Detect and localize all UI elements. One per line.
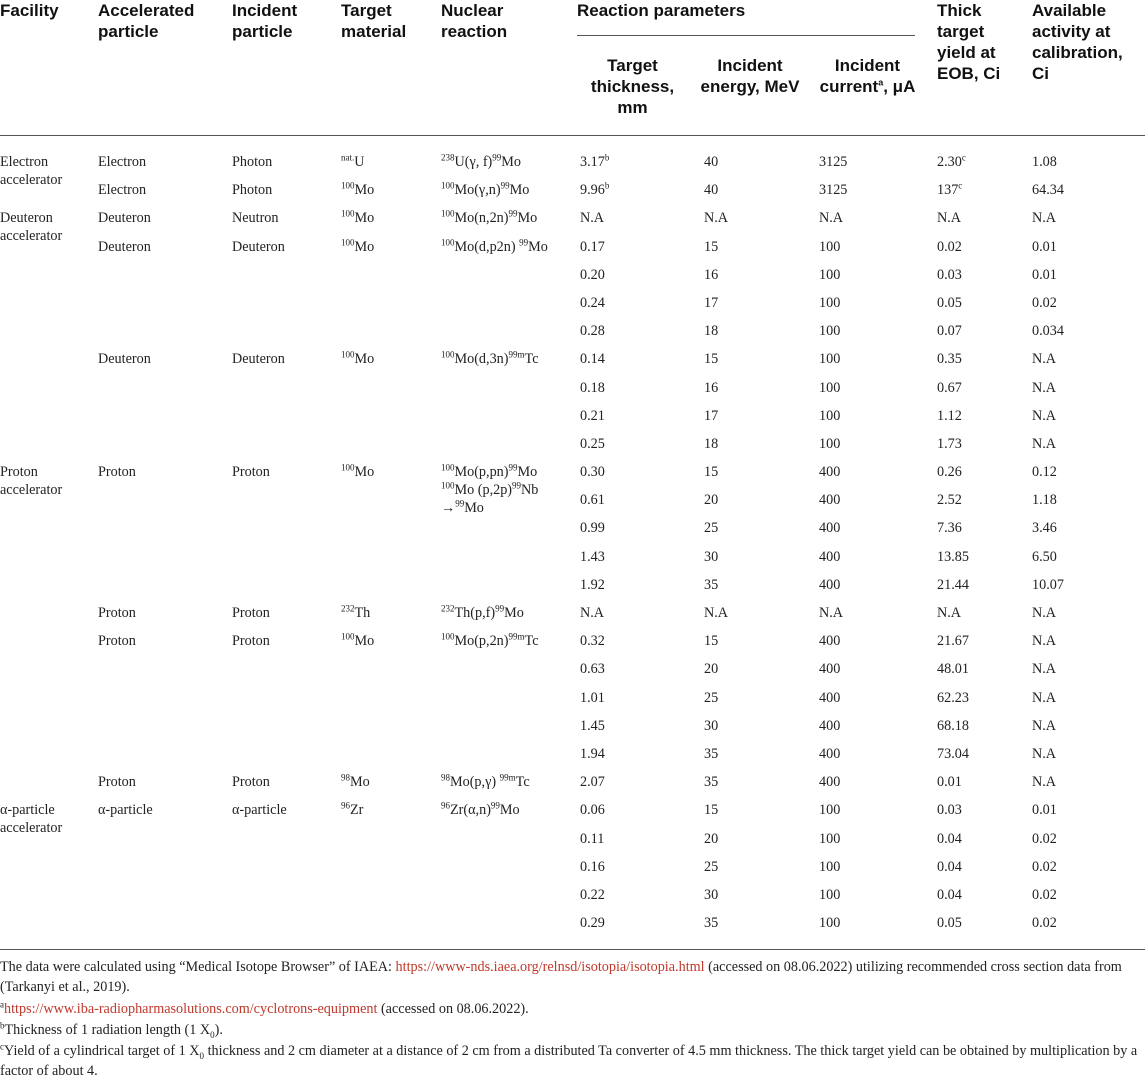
incident-current-cell: 400 [819, 492, 841, 509]
available-activity-cell: 0.02 [1032, 858, 1057, 875]
incident-particle-cell: Photon [232, 154, 273, 170]
table-row [0, 204, 1145, 245]
incident-current-cell: 3125 [819, 182, 848, 199]
incident-energy-cell: 15 [704, 633, 719, 650]
available-activity-cell: N.A [1032, 774, 1057, 791]
incident-current-cell: 100 [819, 886, 841, 903]
nuclear-reaction-cell: $^{96}Zr(\alpha,n)^{99}Mo$ [441, 800, 520, 819]
incident-current-cell: 100 [819, 435, 841, 452]
available-activity-cell: 0.02 [1032, 915, 1057, 932]
facility-cell: Deuteron accelerator [0, 210, 63, 245]
target-thickness-cell: 0.24 [580, 294, 605, 311]
available-activity-cell: N.A [1032, 717, 1057, 734]
incident-energy-cell: 20 [704, 830, 719, 847]
table-row [0, 627, 1145, 655]
target-thickness-cell: 0.61 [580, 492, 605, 509]
incident-energy-cell: 35 [704, 915, 719, 932]
table-row [0, 402, 1145, 430]
available-activity-cell: 64.34 [1032, 182, 1064, 199]
available-activity-cell: 0.02 [1032, 294, 1057, 311]
incident-energy-cell: 15 [704, 464, 719, 481]
incident-energy-cell: 16 [704, 379, 719, 396]
target-thickness-cell: 0.63 [580, 661, 605, 678]
target-thickness-cell: 0.28 [580, 323, 605, 340]
incident-energy-cell: 25 [704, 858, 719, 875]
incident-current-cell: 400 [819, 464, 841, 481]
thick-target-yield-cell: 73.04 [937, 745, 969, 762]
incident-current-cell: 400 [819, 689, 841, 706]
nuclear-reaction-cell: $^{100}Mo(p,2n)^{99m}Tc$ [441, 631, 539, 650]
table-row [0, 571, 1145, 599]
header-reaction-parameters: Reaction parameters [577, 1, 746, 20]
incident-energy-cell: 25 [704, 689, 719, 706]
thick-target-yield-cell: 1.73 [937, 435, 962, 452]
header-accelerated-particle: Accelerated particle [98, 1, 195, 41]
incident-energy-cell: 15 [704, 238, 719, 255]
table-row [0, 825, 1145, 853]
nuclear-reaction-cell: $^{100}Mo(n,2n)^{99}Mo$ [441, 208, 538, 227]
table-row [0, 374, 1145, 402]
facility-cell: α-particle accelerator [0, 802, 63, 837]
incident-current-cell: 100 [819, 238, 841, 255]
incident-particle-cell: Neutron [232, 210, 279, 227]
thick-target-yield-cell: 7.36 [937, 520, 962, 537]
available-activity-cell: 6.50 [1032, 548, 1057, 565]
target-material-cell: $^{100}$Mo [341, 631, 375, 650]
incident-energy-cell: 17 [704, 407, 719, 424]
incident-energy-cell: 30 [704, 717, 719, 734]
thick-target-yield-cell: 0.04 [937, 886, 962, 903]
available-activity-cell: 0.034 [1032, 323, 1064, 340]
target-thickness-cell: 0.32 [580, 633, 605, 650]
available-activity-cell: 3.46 [1032, 520, 1057, 537]
table-row [0, 543, 1145, 571]
accelerated-particle-cell: Proton [98, 774, 136, 791]
target-material-cell: $^{232}$Th [341, 603, 371, 621]
target-thickness-cell: 9.96$^b$ [580, 180, 610, 199]
incident-current-cell: 100 [819, 858, 841, 875]
available-activity-cell: N.A [1032, 633, 1057, 650]
accelerated-particle-cell: Deuteron [98, 238, 151, 255]
footnote-c: $^c$Yield of a cylindrical target of 1 $X_0$ thickness and 2 cm diameter at a distance of 2 cm from a distributed Ta converter of 4.5 mm thickness. The thick target yield can be obtained by multiplication by a factor of about 4. [0, 1041, 1138, 1079]
target-thickness-cell: 0.25 [580, 435, 605, 452]
table-row [0, 768, 1145, 796]
nuclear-reaction-cell: $^{98}$Mo(p,γ) $^{99m}$Tc [441, 772, 530, 791]
thick-target-yield-cell: 0.26 [937, 464, 962, 481]
incident-current-cell: 100 [819, 323, 841, 340]
thick-target-yield-cell: 0.03 [937, 802, 962, 819]
table-row [0, 514, 1145, 542]
available-activity-cell: 10.07 [1032, 576, 1064, 593]
target-material-cell: $^{96}$Zr [341, 800, 364, 819]
table-bottom-rule [0, 949, 1145, 950]
incident-particle-cell: Proton [232, 464, 270, 481]
table-row [0, 317, 1145, 345]
footnote-main: The data were calculated using “Medical Isotope Browser” of IAEA: https://www-nds.iaea.org/relnsd/isotopia/isotopia.html (accessed on 08.06.2022) utilizing recommended cross section data from (Tarkanyi et al., 2019). [0, 959, 1122, 995]
header-incident-particle: Incident particle [232, 1, 298, 41]
incident-energy-cell: 16 [704, 266, 719, 283]
thick-target-yield-cell: 2.52 [937, 492, 962, 509]
iaea-link[interactable]: https://www-nds.iaea.org/relnsd/isotopia/isotopia.html [395, 959, 705, 975]
incident-current-cell: N.A [819, 210, 844, 227]
header-bottom-rule [0, 135, 1145, 136]
incident-energy-cell: 40 [704, 182, 719, 199]
accelerated-particle-cell: α-particle [98, 802, 153, 819]
target-thickness-cell: 0.20 [580, 266, 605, 283]
header-incident-energy: Incident energy, MeV [700, 56, 800, 96]
table-row [0, 289, 1145, 317]
table-row [0, 909, 1145, 937]
incident-particle-cell: α-particle [232, 802, 287, 819]
target-thickness-cell: 1.45 [580, 717, 605, 734]
incident-current-cell: 100 [819, 351, 841, 368]
target-thickness-cell: 0.17 [580, 238, 605, 255]
incident-current-cell: 100 [819, 407, 841, 424]
incident-current-cell: 400 [819, 520, 841, 537]
incident-particle-cell: Proton [232, 633, 270, 650]
target-thickness-cell: 0.30 [580, 464, 605, 481]
target-material-cell: $^{100}$Mo [341, 236, 375, 255]
incident-energy-cell: 15 [704, 351, 719, 368]
target-thickness-cell: 0.14 [580, 351, 605, 368]
thick-target-yield-cell: N.A [937, 605, 962, 621]
accelerated-particle-cell: Proton [98, 464, 136, 481]
available-activity-cell: 0.01 [1032, 802, 1057, 819]
thick-target-yield-cell: 0.04 [937, 830, 962, 847]
incident-energy-cell: 20 [704, 492, 719, 509]
thick-target-yield-cell: 2.30$^c$ [937, 152, 966, 170]
available-activity-cell: N.A [1032, 745, 1057, 762]
header-target-material: Target material [341, 1, 407, 41]
accelerated-particle-cell: Electron [98, 182, 147, 199]
incident-current-cell: 400 [819, 633, 841, 650]
target-thickness-cell: N.A [580, 605, 605, 621]
incident-current-cell: N.A [819, 605, 844, 621]
table-row [0, 684, 1145, 712]
footnote-a: $^a$https://www.iba-radiopharmasolutions.com/cyclotrons-equipment (accessed on 08.06.2022). [0, 999, 529, 1017]
thick-target-yield-cell: 0.01 [937, 774, 962, 791]
target-thickness-cell: 1.01 [580, 689, 605, 706]
incident-energy-cell: 35 [704, 745, 719, 762]
incident-energy-cell: 25 [704, 520, 719, 537]
thick-target-yield-cell: N.A [937, 210, 962, 227]
facility-cell: Proton accelerator [0, 464, 63, 499]
accelerated-particle-cell: Deuteron [98, 351, 151, 368]
target-thickness-cell: 0.11 [580, 830, 605, 847]
header-target-thickness: Target thickness, mm [590, 56, 675, 117]
target-material-cell: $^{nat.}$U [341, 152, 365, 170]
table-body [0, 148, 1145, 937]
footnote-b: $^b$Thickness of 1 radiation length (1 $X_0$). [0, 1020, 223, 1040]
incident-energy-cell: 17 [704, 294, 719, 311]
target-thickness-cell: 0.21 [580, 407, 605, 424]
available-activity-cell: N.A [1032, 661, 1057, 678]
target-thickness-cell: 1.92 [580, 576, 605, 593]
nuclear-reaction-cell: $^{100}Mo(\gamma,n)^{99}Mo$ [441, 180, 530, 199]
thick-target-yield-cell: 48.01 [937, 661, 969, 678]
incident-current-cell: 100 [819, 915, 841, 932]
target-material-cell: $^{98}$Mo [341, 772, 370, 791]
incident-current-cell: 100 [819, 379, 841, 396]
header-thick-target-yield: Thick target yield at EOB, Ci [937, 1, 1001, 83]
target-material-cell: $^{100}$Mo [341, 208, 375, 227]
table-row [0, 881, 1145, 909]
subheader-rule [577, 35, 915, 36]
nuclear-reaction-cell: $^{100}Mo(d,3n)^{99m}Tc$ [441, 349, 539, 368]
table-row [0, 486, 1145, 514]
table-row [0, 740, 1145, 768]
thick-target-yield-cell: 21.67 [937, 633, 969, 650]
incident-energy-cell: N.A [704, 605, 729, 621]
target-thickness-cell: N.A [580, 210, 605, 227]
table-row [0, 430, 1145, 458]
incident-current-cell: 400 [819, 774, 841, 791]
available-activity-cell: N.A [1032, 379, 1057, 396]
incident-current-cell: 400 [819, 745, 841, 762]
facility-cell: Electron accelerator [0, 154, 63, 188]
table-row [0, 345, 1145, 373]
available-activity-cell: N.A [1032, 435, 1057, 452]
target-thickness-cell: 0.29 [580, 915, 605, 932]
incident-energy-cell: 20 [704, 661, 719, 678]
incident-current-cell: 400 [819, 661, 841, 678]
incident-energy-cell: N.A [704, 210, 729, 227]
thick-target-yield-cell: 0.05 [937, 915, 962, 932]
nuclear-reaction-cell: $^{232}Th(p,f)^{99}Mo$ [441, 603, 524, 621]
accelerated-particle-cell: Electron [98, 154, 147, 170]
table-row [0, 796, 1145, 837]
thick-target-yield-cell: 0.02 [937, 238, 962, 255]
thick-target-yield-cell: 68.18 [937, 717, 969, 734]
available-activity-cell: N.A [1032, 605, 1057, 621]
target-thickness-cell: 1.94 [580, 745, 605, 762]
incident-current-cell: 400 [819, 576, 841, 593]
available-activity-cell: 0.01 [1032, 238, 1057, 255]
target-material-cell: $^{100}$Mo [341, 462, 375, 481]
available-activity-cell: 0.12 [1032, 464, 1057, 481]
incident-particle-cell: Photon [232, 182, 273, 199]
available-activity-cell: 0.01 [1032, 266, 1057, 283]
header-nuclear-reaction: Nuclear reaction [441, 1, 508, 41]
available-activity-cell: N.A [1032, 689, 1057, 706]
header-available-activity: Available activity at calibration, Ci [1032, 1, 1123, 83]
incident-particle-cell: Deuteron [232, 238, 285, 255]
target-thickness-cell: 0.16 [580, 858, 605, 875]
thick-target-yield-cell: 0.07 [937, 323, 962, 340]
incident-energy-cell: 18 [704, 435, 719, 452]
iba-link[interactable]: https://www.iba-radiopharmasolutions.com/cyclotrons-equipment [4, 1001, 378, 1017]
table-row [0, 261, 1145, 289]
available-activity-cell: N.A [1032, 351, 1057, 368]
target-material-cell: $^{100}$Mo [341, 349, 375, 368]
table-row [0, 712, 1145, 740]
table-row [0, 853, 1145, 881]
thick-target-yield-cell: 0.04 [937, 858, 962, 875]
thick-target-yield-cell: 137$^c$ [937, 180, 963, 199]
incident-current-cell: 100 [819, 830, 841, 847]
accelerated-particle-cell: Proton [98, 633, 136, 650]
available-activity-cell: N.A [1032, 407, 1057, 424]
incident-current-cell: 400 [819, 717, 841, 734]
thick-target-yield-cell: 62.23 [937, 689, 969, 706]
table-row [0, 599, 1145, 627]
incident-energy-cell: 35 [704, 774, 719, 791]
incident-current-cell: 100 [819, 266, 841, 283]
available-activity-cell: 0.02 [1032, 830, 1057, 847]
target-material-cell: $^{100}$Mo [341, 180, 375, 199]
accelerated-particle-cell: Deuteron [98, 210, 151, 227]
incident-energy-cell: 30 [704, 886, 719, 903]
thick-target-yield-cell: 21.44 [937, 576, 969, 593]
incident-particle-cell: Proton [232, 774, 270, 791]
thick-target-yield-cell: 0.03 [937, 266, 962, 283]
header-facility: Facility [0, 1, 59, 20]
incident-energy-cell: 35 [704, 576, 719, 593]
incident-current-cell: 3125 [819, 154, 848, 170]
incident-particle-cell: Proton [232, 605, 270, 621]
thick-target-yield-cell: 13.85 [937, 548, 969, 565]
table-row [0, 233, 1145, 261]
thick-target-yield-cell: 0.35 [937, 351, 962, 368]
available-activity-cell: 1.18 [1032, 492, 1057, 509]
incident-current-cell: 100 [819, 294, 841, 311]
table-row [0, 655, 1145, 683]
target-thickness-cell: 2.07 [580, 774, 605, 791]
nuclear-reaction-cell: $^{100}Mo(p,pn)^{99}Mo$ $^{100}$Mo $(p,2p)^{99}Nb$ →$^{99}$Mo [441, 462, 539, 517]
available-activity-cell: 1.08 [1032, 154, 1057, 170]
nuclear-reaction-cell: $^{238}$U(γ, f)$^{99}$Mo [441, 152, 522, 170]
target-thickness-cell: 0.06 [580, 802, 605, 819]
incident-current-cell: 400 [819, 548, 841, 565]
available-activity-cell: 0.02 [1032, 886, 1057, 903]
thick-target-yield-cell: 0.05 [937, 294, 962, 311]
incident-energy-cell: 40 [704, 154, 719, 170]
thick-target-yield-cell: 0.67 [937, 379, 962, 396]
thick-target-yield-cell: 1.12 [937, 407, 962, 424]
target-thickness-cell: 1.43 [580, 548, 605, 565]
header-incident-current: Incident current$^a$, μA [819, 56, 916, 96]
incident-current-cell: 100 [819, 802, 841, 819]
table-row [0, 176, 1145, 204]
nuclear-reaction-cell: $^{100}$Mo(d,p2n) $^{99}$Mo [441, 236, 548, 255]
accelerated-particle-cell: Proton [98, 605, 136, 621]
target-thickness-cell: 0.99 [580, 520, 605, 537]
target-thickness-cell: 0.18 [580, 379, 605, 396]
available-activity-cell: N.A [1032, 210, 1057, 227]
incident-energy-cell: 30 [704, 548, 719, 565]
incident-energy-cell: 18 [704, 323, 719, 340]
incident-particle-cell: Deuteron [232, 351, 285, 368]
target-thickness-cell: 0.22 [580, 886, 605, 903]
incident-energy-cell: 15 [704, 802, 719, 819]
table-row [0, 148, 1145, 188]
target-thickness-cell: 3.17$^b$ [580, 152, 610, 170]
